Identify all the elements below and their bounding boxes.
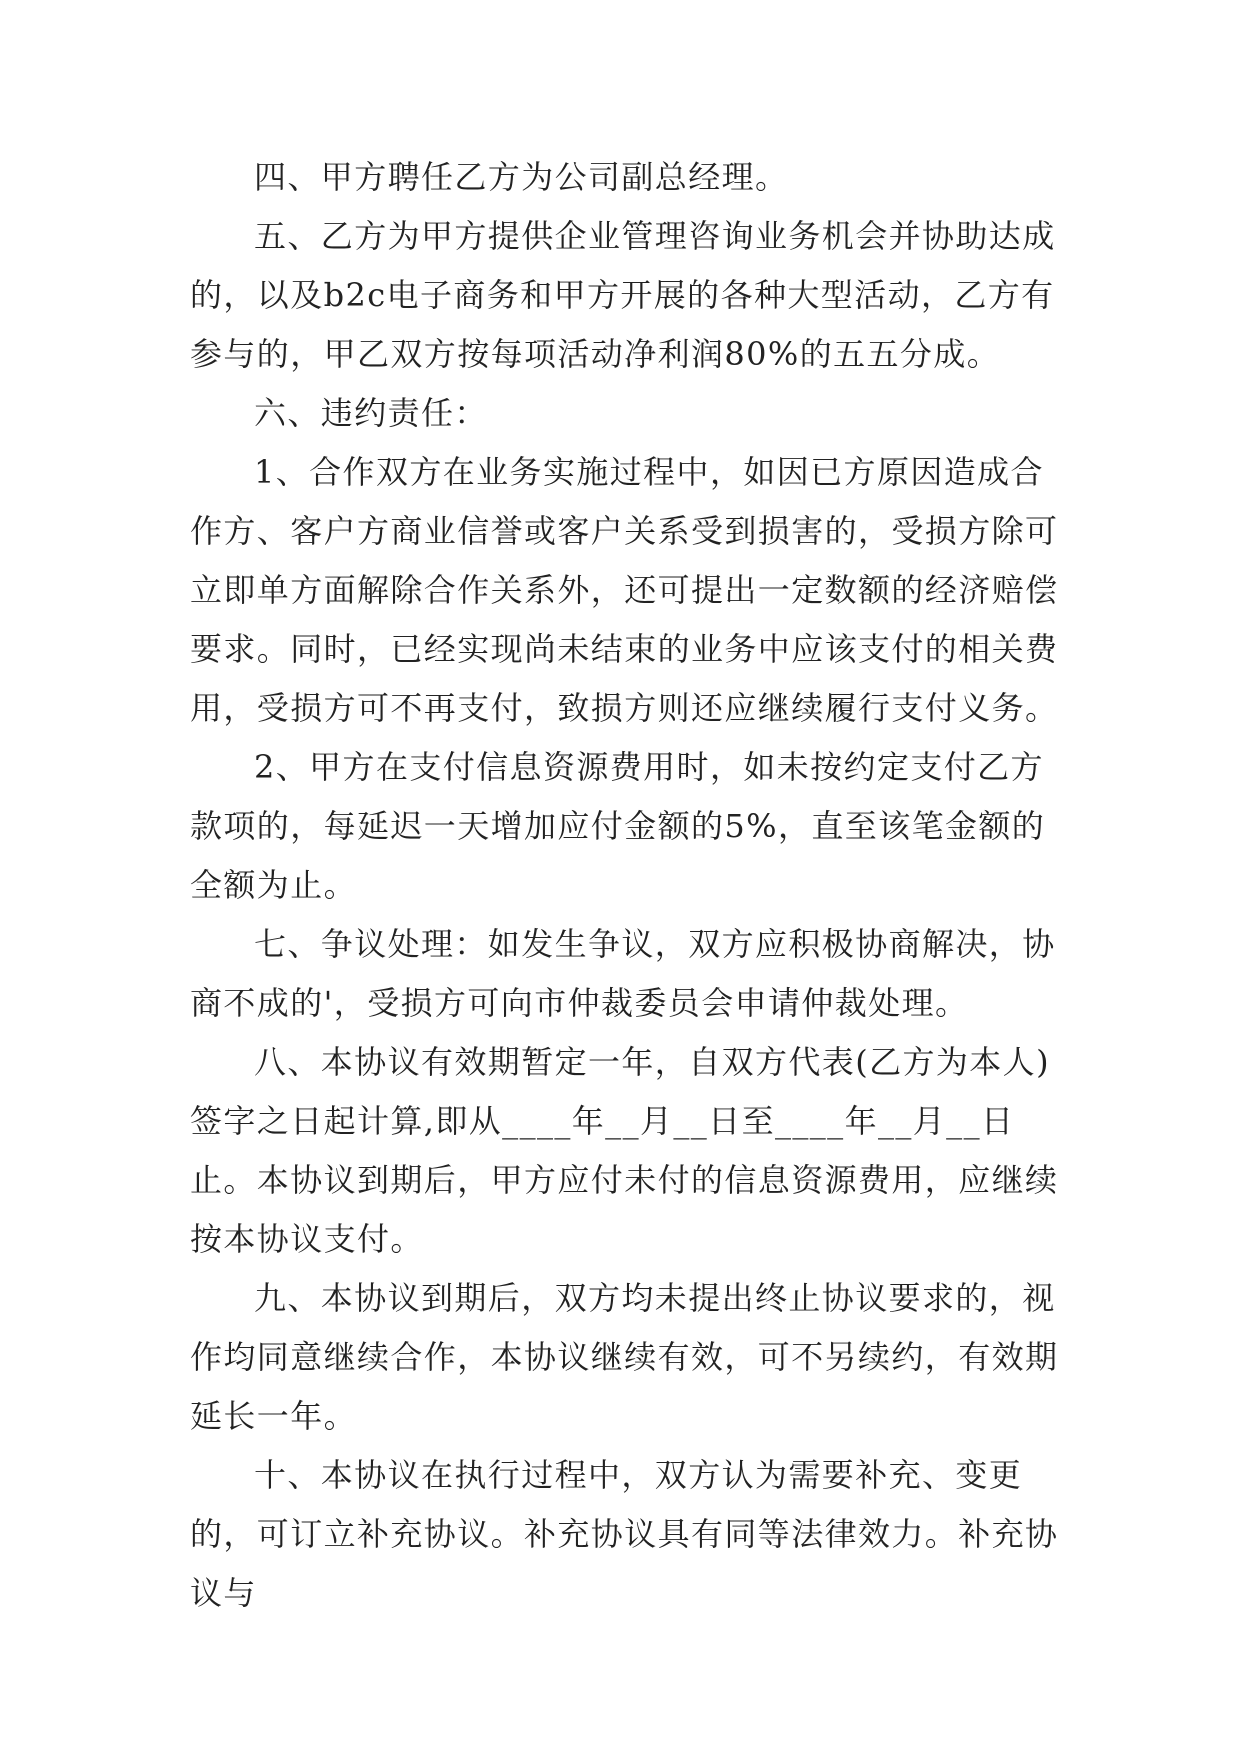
clause-ten: 十、本协议在执行过程中，双方认为需要补充、变更的，可订立补充协议。补充协议具有同等法律效力。补充协议与 — [190, 1456, 1059, 1612]
clause-six-heading: 六、违约责任： — [254, 394, 488, 432]
clause-nine: 九、本协议到期后，双方均未提出终止协议要求的，视作均同意继续合作，本协议继续有效，可不另续约，有效期延长一年。 — [190, 1279, 1059, 1435]
clause-six-item-1: 1、合作双方在业务实施过程中，如因已方原因造成合作方、客户方商业信誉或客户关系受到损害的，受损方除可立即单方面解除合作关系外，还可提出一定数额的经济赔偿要求。同时，已经实现尚未结束的业务中应该支付的相关费用，受损方可不再支付，致损方则还应继续履行支付义务。 — [190, 453, 1059, 727]
clause-five: 五、乙方为甲方提供企业管理咨询业务机会并协助达成的，以及b2c电子商务和甲方开展的各种大型活动，乙方有参与的，甲乙双方按每项活动净利润80%的五五分成。 — [190, 217, 1056, 373]
clause-eight: 八、本协议有效期暂定一年，自双方代表(乙方为本人)签字之日起计算,即从____年__月__日至____年__月__日止。本协议到期后，甲方应付未付的信息资源费用，应继续按本协议支付。 — [190, 1043, 1059, 1258]
document-body — [190, 148, 1070, 1623]
clause-seven: 七、争议处理：如发生争议，双方应积极协商解决，协商不成的'，受损方可向市仲裁委员会申请仲裁处理。 — [190, 925, 1056, 1022]
clause-six-item-2: 2、甲方在支付信息资源费用时，如未按约定支付乙方款项的，每延迟一天增加应付金额的5%，直至该笔金额的全额为止。 — [190, 748, 1046, 904]
clause-four: 四、甲方聘任乙方为公司副总经理。 — [254, 158, 789, 196]
